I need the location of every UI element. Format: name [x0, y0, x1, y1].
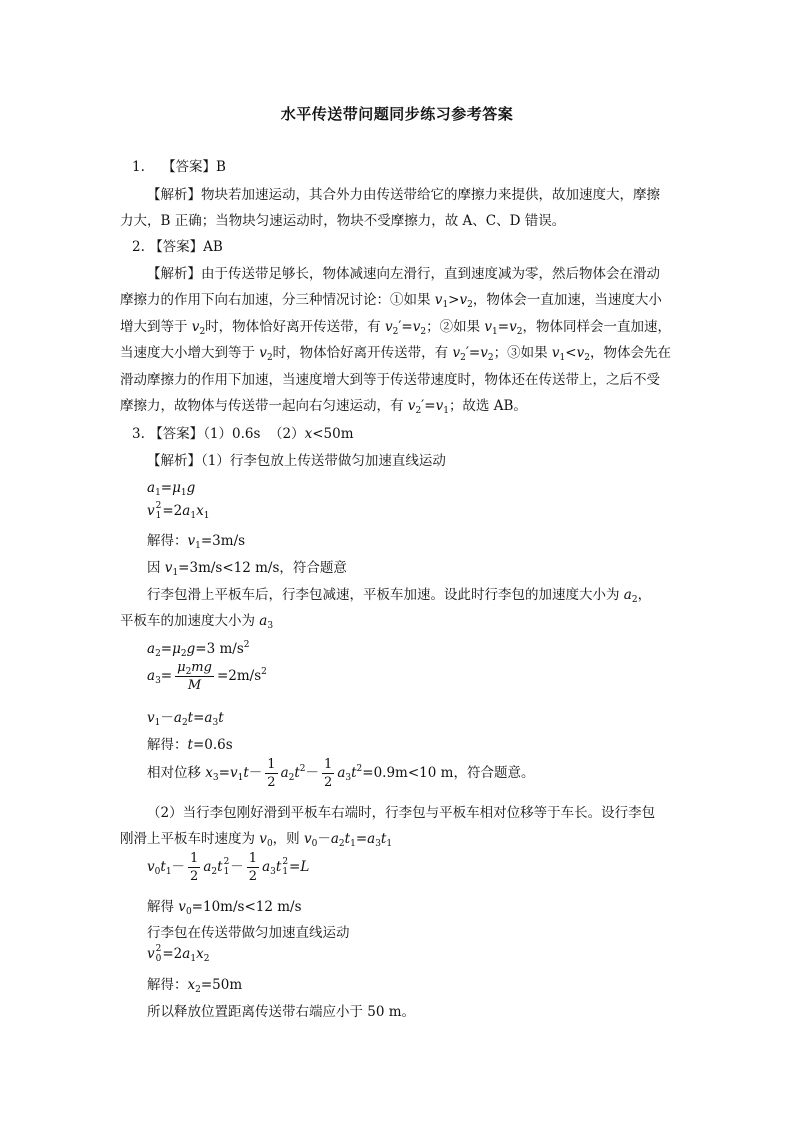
q1-number: 1. [132, 159, 145, 175]
q3-answer-line: 3. 【答案】（1）0.6s （2）x<50m [132, 426, 354, 442]
q3-para3-line-2: 刚滑上平板车时速度为 $v_0$，则 $v_0-a_2t_1=a_3t_1$ [120, 831, 393, 849]
q2-answer: 【答案】AB [149, 239, 223, 255]
q2-analysis-line-5: 滑动摩擦力的作用下加速，当速度增大到等于传送带速度时，物体还在传送带上，之后不受 [120, 372, 660, 388]
eq-a1: $a_1=\mu_1g$ [147, 480, 196, 498]
q2-analysis-line-3: 增大到等于 $v_2$时，物体恰好离开传送带，有 $v_2'=v_2$；②如果 $v_1=v_2$，物体同样会一直加速， [120, 319, 671, 337]
eq-a3: $a_3=$ $\frac{\mu_2mg}{M}$ $=2m/s^2$ [147, 660, 267, 693]
eq-v1-squared: v 2 1 $=2a_1x_1$ [147, 501, 210, 521]
eq-v1-result: 解得：$v_1=3m/s$ [147, 533, 246, 551]
eq-a2: $a_2=\mu_2g=3$ $m/s^2$ [147, 640, 250, 659]
eq-v0-squared: v 2 0 $=2a_1x_2$ [147, 944, 210, 964]
eq-relative-displacement: 相对位移 $x_3=v_1t-$ $\frac{1}{2}$ $a_2t^2-$ $\frac{1}{2}$ $a_3t^2=0.9m<10$ m，符合题意。 [147, 757, 535, 790]
q3-para2-line-1: 行李包滑上平板车后，行李包减速，平板车加速。设此时行李包的加速度大小为 $a_2$， [147, 587, 652, 605]
eq-t-result: 解得：t=0.6s [147, 737, 233, 753]
q3-para4: 行李包在传送带做匀加速直线运动 [147, 925, 350, 941]
eq-x2-result: 解得：$x_2=50m$ [147, 977, 243, 995]
q1-analysis-line-1: 【解析】物块若加速运动，其合外力由传送带给它的摩擦力来提供，故加速度大，摩擦 [147, 187, 660, 203]
eq-velocity-equal: $v_1-a_2t=a_3t$ [147, 710, 224, 728]
eq-v0-result: 解得 $v_0=10m/s<12$ m/s [147, 899, 302, 917]
q2-analysis-line-4: 当速度大小增大到等于 $v_2$时，物体恰好离开传送带，有 $v_2'=v_2$；③如果 $v_1<v_2$，物体会先在 [120, 345, 671, 363]
eq-length: $v_0t_1-$ $\frac{1}{2}$ $a_2t$ 2 1 － $\frac{1}{2}$ $a_3t$ 2 1 =L [147, 851, 310, 884]
q3-final-line: 所以释放位置距离传送带右端应小于 50 m。 [147, 1004, 416, 1020]
q2-analysis-line-2: 摩擦力的作用下向右加速，分三种情况讨论：①如果 $v_1>v_2$，物体会一直加速，当速度大小 [120, 292, 662, 310]
q2-answer-line [132, 237, 692, 257]
q2-number: 2. [132, 239, 145, 255]
page-title: 水平传送带问题同步练习参考答案 [280, 105, 514, 123]
q1-analysis-line-2: 力大，B 正确；当物块匀速运动时，物块不受摩擦力，故 A、C、D 错误。 [120, 213, 566, 229]
eq-v1-check: 因 $v_1=3m/s<12$ m/s，符合题意 [147, 560, 347, 578]
q2-analysis-line-6: 摩擦力，故物体与传送带一起向右匀速运动，有 $v_2'=v_1$；故选 AB。 [120, 398, 527, 416]
q3-analysis-head: 【解析】（1）行李包放上传送带做匀加速直线运动 [147, 453, 446, 469]
q1-answer-line [132, 157, 692, 177]
q1-answer: 【答案】B [162, 159, 226, 175]
q3-para2-line-2: 平板车的加速度大小为 $a_3$ [120, 613, 274, 631]
q3-para3-line-1: （2）当行李包刚好滑到平板车右端时，行李包与平板车相对位移等于车长。设行李包 [147, 805, 656, 821]
q2-analysis-line-1: 【解析】由于传送带足够长，物体减速向左滑行，直到速度减为零，然后物体会在滑动 [147, 266, 660, 282]
q3-number: 3. [132, 426, 145, 442]
